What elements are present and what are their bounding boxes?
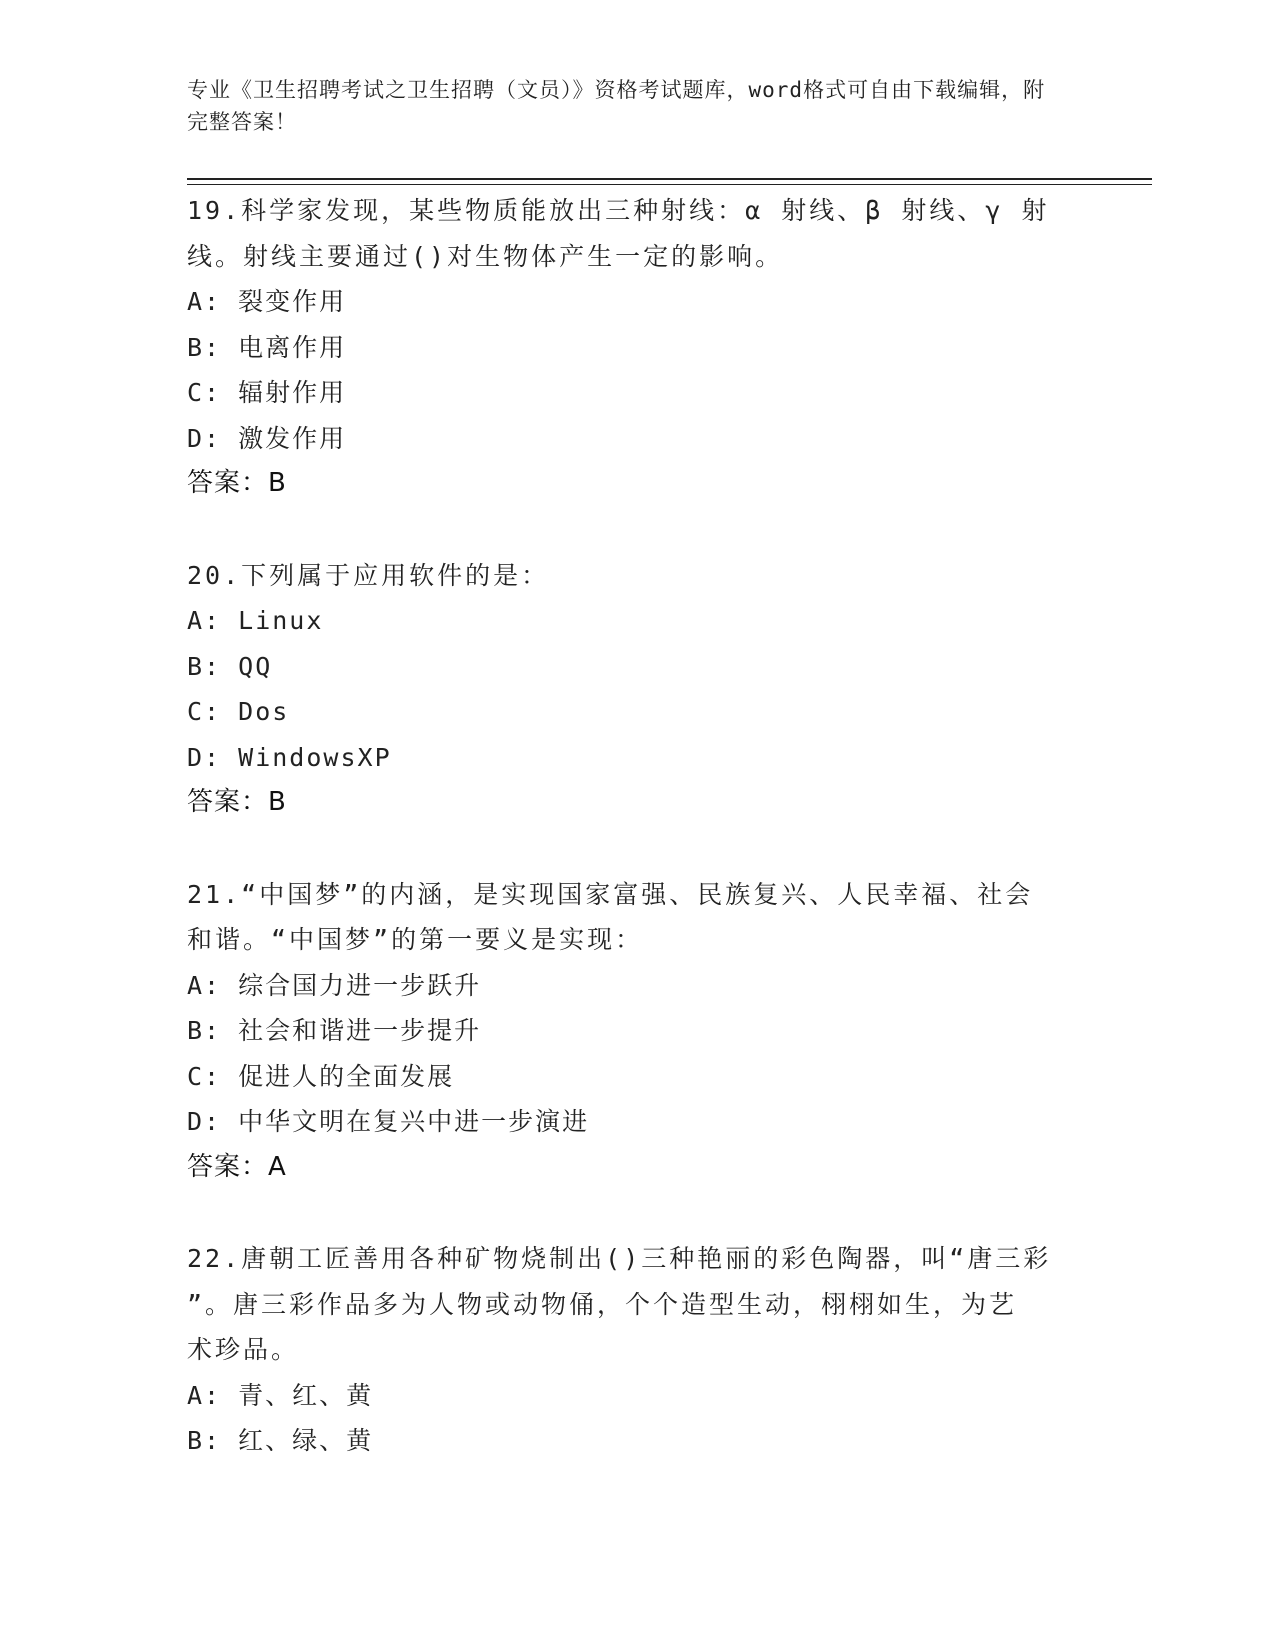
question-20 — [187, 553, 1077, 826]
option-b: B: QQ — [187, 651, 273, 681]
option-c: C: Dos — [187, 697, 290, 726]
option-b: B: 电离作用 — [187, 332, 347, 362]
option-a: A: 青、红、黄 — [187, 1380, 374, 1410]
option-a: A: 综合国力进一步跃升 — [187, 970, 482, 1000]
answer-line: 答案：B — [187, 468, 287, 498]
header-divider-thin — [187, 184, 1152, 185]
question-21 — [187, 872, 1077, 1191]
option-d: D: 激发作用 — [187, 423, 347, 453]
document-header: 专业《卫生招聘考试之卫生招聘（文员）》资格考试题库，word格式可自由下载编辑，附完整答案！ — [187, 78, 1046, 134]
question-stem-line: 和谐。“中国梦”的第一要义是实现： — [187, 925, 644, 954]
question-stem-line: 术珍品。 — [187, 1335, 300, 1364]
question-22 — [187, 1236, 1077, 1464]
question-stem-line: 21.“中国梦”的内涵，是实现国家富强、民族复兴、人民幸福、社会 — [187, 879, 1034, 909]
option-b: B: 红、绿、黄 — [187, 1426, 374, 1455]
question-stem-line: 19.科学家发现，某些物质能放出三种射线：α 射线、β 射线、γ 射 — [187, 196, 1050, 225]
answer-line: 答案：B — [187, 787, 287, 817]
header-divider-thick — [187, 178, 1152, 180]
question-list — [187, 188, 1077, 1510]
option-d: D: WindowsXP — [187, 742, 392, 772]
question-19 — [187, 188, 1077, 507]
option-c: C: 促进人的全面发展 — [187, 1061, 455, 1091]
option-d: D: 中华文明在复兴中进一步演进 — [187, 1107, 590, 1136]
question-stem-line: 线。射线主要通过()对生物体产生一定的影响。 — [187, 241, 784, 271]
option-a: A: Linux — [187, 606, 324, 635]
question-stem-line: ”。唐三彩作品多为人物或动物俑，个个造型生动，栩栩如生，为艺 — [187, 1289, 1018, 1319]
option-a: A: 裂变作用 — [187, 287, 347, 316]
option-c: C: 辐射作用 — [187, 378, 347, 407]
option-b: B: 社会和谐进一步提升 — [187, 1016, 482, 1045]
question-stem-line: 20.下列属于应用软件的是： — [187, 560, 550, 590]
question-stem-line: 22.唐朝工匠善用各种矿物烧制出()三种艳丽的彩色陶器，叫“唐三彩 — [187, 1244, 1052, 1273]
answer-line: 答案：A — [187, 1151, 287, 1182]
